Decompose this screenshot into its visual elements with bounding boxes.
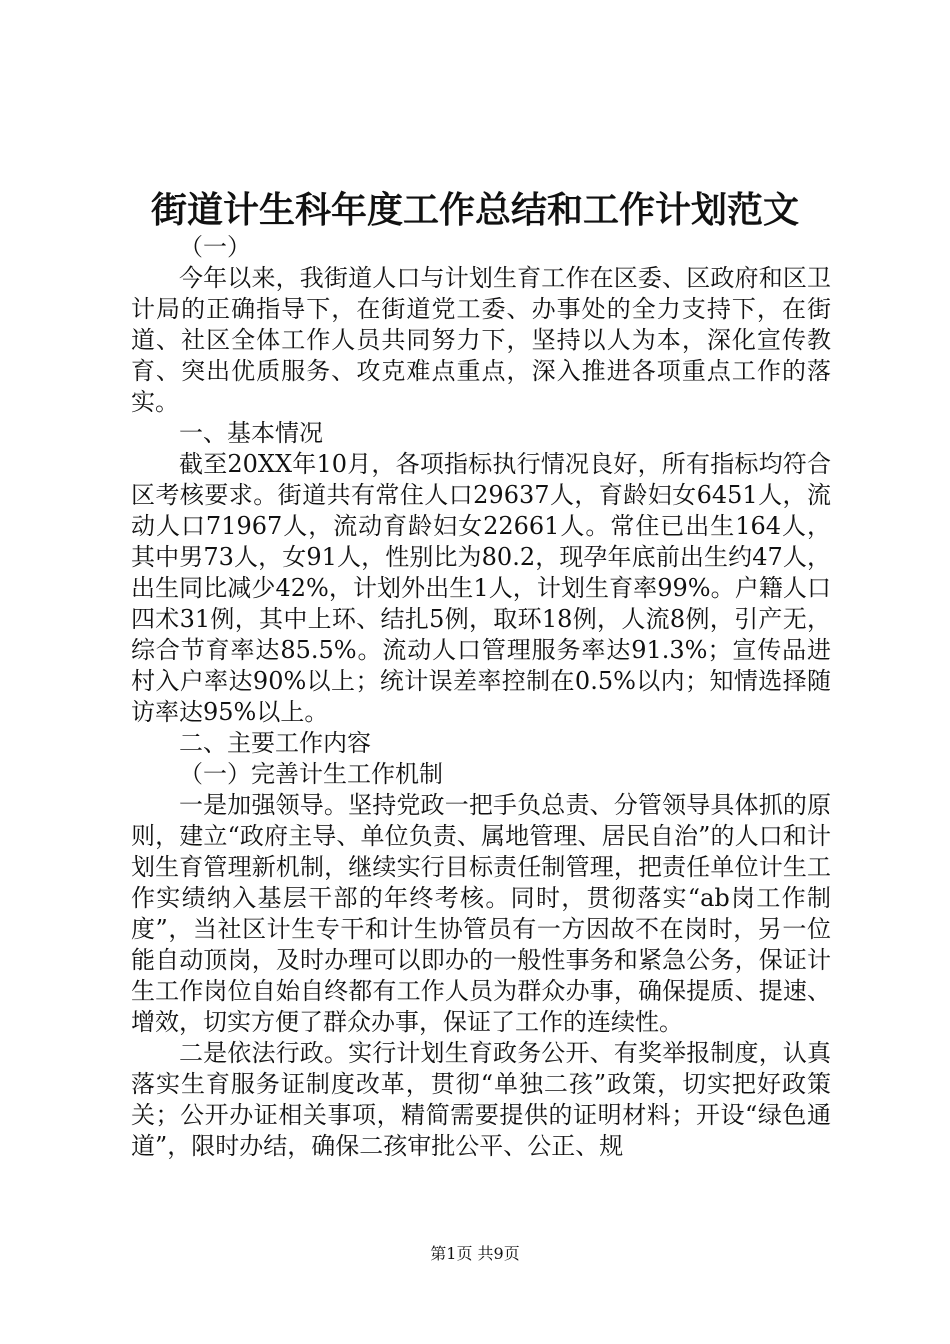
page-number-footer: 第1页 共9页 xyxy=(430,1244,520,1263)
paragraph-statistics: 截至20XX年10月，各项指标执行情况良好，所有指标均符合区考核要求。街道共有常住人口29637人，育龄妇女6451人，流动人口71967人，流动育龄妇女22661人。常住已出生164人，其中男73人，女91人，性别比为80.2，现孕年底前出生约47人，出生同比减少42%，计划外出生1人，计划生育率99%。户籍人口四术31例，其中上环、结扎5例，取环18例，人流8例，引产无，综合节育率达85.5%。流动人口管理服务率达91.3%；宣传品进村入户率达90%以上；统计误差率控制在0.5%以内；知情选择随访率达95%以上。 xyxy=(131,450,831,726)
heading-main-work: 二、主要工作内容 xyxy=(179,729,371,757)
paragraph-law-administration: 二是依法行政。实行计划生育政务公开、有奖举报制度，认真落实生育服务证制度改革，贯彻“单独二孩”政策，切实把好政策关；公开办证相关事项，精简需要提供的证明材料；开设“绿色通道”，限时办结，确保二孩审批公平、公正、规 xyxy=(131,1039,831,1160)
subheading-mechanism: （一）完善计生工作机制 xyxy=(179,760,443,788)
paragraph-section-marker: （一） xyxy=(179,233,251,261)
document-body xyxy=(131,232,831,1162)
document-title: 街道计生科年度工作总结和工作计划范文 xyxy=(150,189,799,231)
paragraph-intro: 今年以来，我街道人口与计划生育工作在区委、区政府和区卫计局的正确指导下，在街道党工委、办事处的全力支持下，在街道、社区全体工作人员共同努力下，坚持以人为本，深化宣传教育、突出优质服务、攻克难点重点，深入推进各项重点工作的落实。 xyxy=(131,264,831,416)
paragraph-leadership: 一是加强领导。坚持党政一把手负总责、分管领导具体抓的原则，建立“政府主导、单位负责、属地管理、居民自治”的人口和计划生育管理新机制，继续实行目标责任制管理，把责任单位计生工作实绩纳入基层干部的年终考核。同时，贯彻落实“ab岗工作制度”，当社区计生专干和计生协管员有一方因故不在岗时，另一位能自动顶岗，及时办理可以即办的一般性事务和紧急公务，保证计生工作岗位自始自终都有工作人员为群众办事，确保提质、提速、增效，切实方便了群众办事，保证了工作的连续性。 xyxy=(131,791,831,1036)
heading-basic-situation: 一、基本情况 xyxy=(179,419,323,447)
